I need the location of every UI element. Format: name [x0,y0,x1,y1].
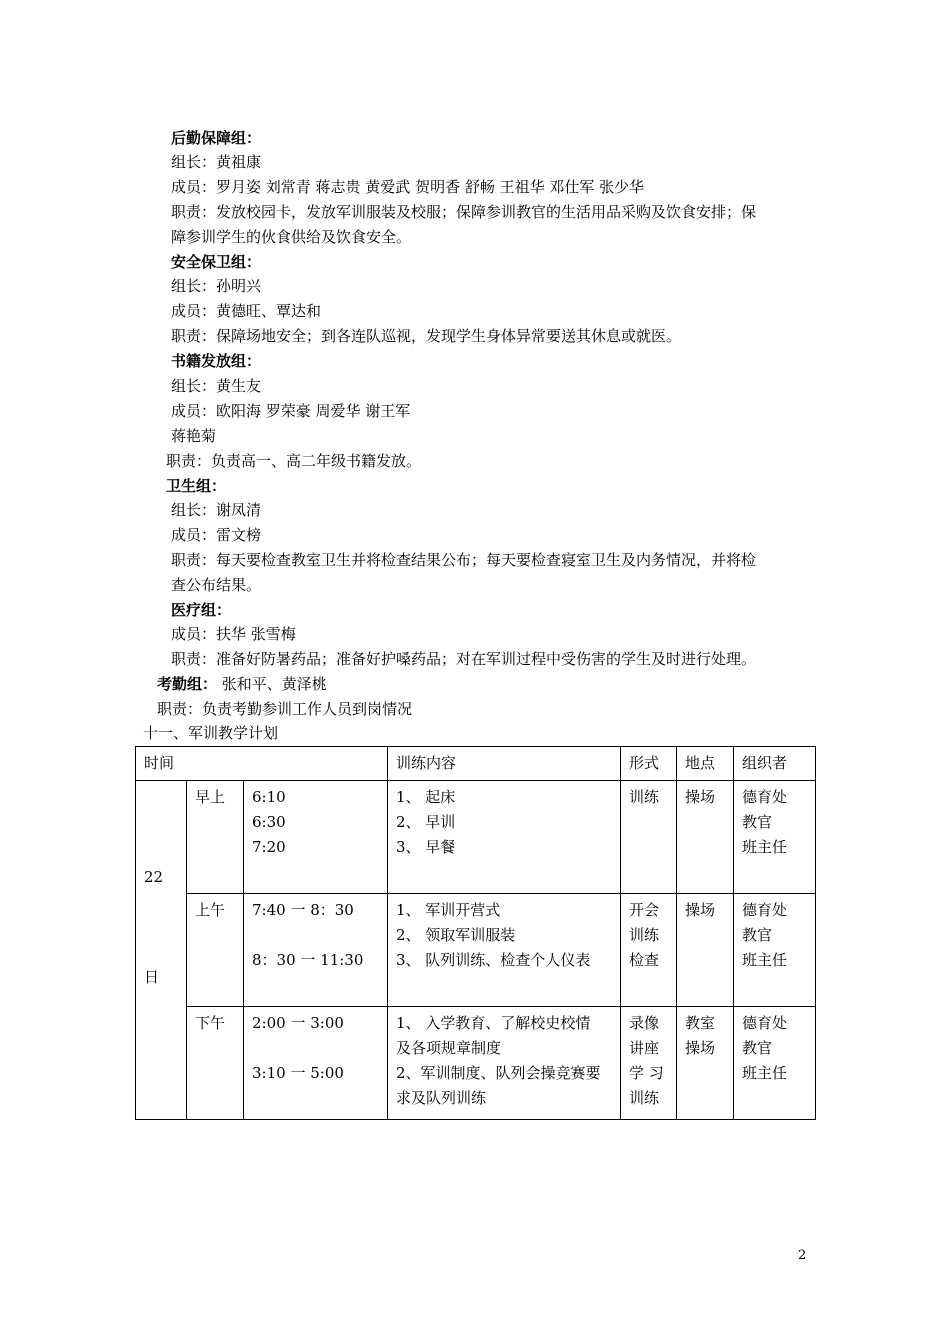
time-entry: 2:00 一 3:00 [252,1014,344,1032]
organizer-item: 班主任 [742,838,788,856]
organizer-cell [734,894,816,1007]
header-form: 形式 [621,747,677,781]
section-heading-medical: 医疗组： [171,601,232,619]
header-content: 训练内容 [388,747,621,781]
place-item: 操场 [685,901,716,919]
content-item: 2、 早训 [396,813,456,831]
place-cell [677,781,734,894]
form-cell [621,781,677,894]
books-members: 成员：欧阳海 罗荣豪 周爱华 谢王军 [171,402,411,420]
content-item: 1、 军训开营式 [396,901,501,919]
section-heading-hygiene: 卫生组： [166,477,227,495]
place-cell [677,894,734,1007]
section-heading-security: 安全保卫组： [171,253,262,271]
organizer-item: 教官 [742,1039,773,1057]
security-leader: 组长：孙明兴 [171,277,262,295]
form-item: 讲座 [629,1039,660,1057]
content-cell [388,894,621,1007]
content-cell [388,781,621,894]
books-members-cont: 蒋艳菊 [171,427,217,445]
form-item: 训练 [629,926,660,944]
books-duty: 职责：负责高一、高二年级书籍发放。 [166,452,422,470]
form-item: 训练 [629,788,660,806]
content-item: 3、 队列训练、检查个人仪表 [396,951,591,969]
plan-heading: 十一、军训教学计划 [143,724,279,742]
page-number: 2 [798,1248,807,1263]
day-unit: 日 [144,968,160,986]
form-item: 检查 [629,951,660,969]
period-cell: 上午 [187,894,244,1007]
logistics-duty-line2: 障参训学生的伙食供给及饮食安全。 [171,228,412,246]
content-item: 2、 领取军训服装 [396,926,516,944]
time-entry: 7:20 [252,838,286,856]
place-item: 操场 [685,1039,716,1057]
security-duty: 职责：保障场地安全；到各连队巡视，发现学生身体异常要送其休息或就医。 [171,327,682,345]
section-heading-logistics: 后勤保障组： [171,129,262,147]
time-entry: 6:30 [252,813,286,831]
form-item: 训练 [629,1089,660,1107]
time-entry: 8：30 一 11:30 [252,951,364,969]
header-place: 地点 [677,747,734,781]
logistics-members: 成员：罗月姿 刘常青 蒋志贵 黄爱武 贺明香 舒畅 王祖华 邓仕军 张少华 [171,178,645,196]
times-cell [244,781,388,894]
section-heading-books: 书籍发放组： [171,352,262,370]
time-entry: 7:40 一 8：30 [252,901,354,919]
day-number: 22 [144,868,164,886]
time-entry [252,923,379,948]
header-organizer: 组织者 [734,747,816,781]
logistics-leader: 组长：黄祖康 [171,153,262,171]
books-leader: 组长：黄生友 [171,377,262,395]
times-cell [244,894,388,1007]
form-cell [621,1007,677,1120]
content-item: 1、 入学教育、了解校史校情 [396,1014,591,1032]
security-members: 成员：黄德旺、覃达和 [171,302,322,320]
period-cell: 下午 [187,1007,244,1120]
content-item: 求及队列训练 [396,1089,487,1107]
content-item: 3、 早餐 [396,838,456,856]
organizer-item: 德育处 [742,788,788,806]
attendance-line [157,674,327,694]
hygiene-duty-line1: 职责：每天要检查教室卫生并将检查结果公布；每天要检查寝室卫生及内务情况，并将检 [171,551,757,569]
section-heading-attendance: 考勤组： [157,675,218,693]
attendance-members: 张和平、黄泽桃 [217,675,327,693]
organizer-cell [734,781,816,894]
medical-duty: 职责：准备好防暑药品；准备好护嗓药品；对在军训过程中受伤害的学生及时进行处理。 [171,650,757,668]
form-item: 录像 [629,1014,660,1032]
content-item: 1、 起床 [396,788,456,806]
place-item: 操场 [685,788,716,806]
table-header-row [136,747,816,781]
organizer-cell [734,1007,816,1120]
medical-members: 成员：扶华 张雪梅 [171,625,296,643]
time-entry: 6:10 [252,788,286,806]
organizer-item: 德育处 [742,901,788,919]
table-row [136,1007,816,1120]
time-entry: 3:10 一 5:00 [252,1064,344,1082]
time-entry [252,1036,379,1061]
content-item: 2、军训制度、队列会操竞赛要 [396,1064,601,1082]
header-time: 时间 [136,747,388,781]
times-cell [244,1007,388,1120]
hygiene-duty-line2: 查公布结果。 [171,576,262,594]
organizer-item: 德育处 [742,1014,788,1032]
table-row [136,781,816,894]
content-cell [388,1007,621,1120]
table-row [136,894,816,1007]
hygiene-members: 成员：雷文榜 [171,526,262,544]
organizer-item: 教官 [742,813,773,831]
organizer-item: 班主任 [742,951,788,969]
period-cell: 早上 [187,781,244,894]
content-item: 及各项规章制度 [396,1039,502,1057]
place-cell [677,1007,734,1120]
organizer-item: 教官 [742,926,773,944]
training-plan-table [135,746,816,1120]
organizer-item: 班主任 [742,1064,788,1082]
day-cell [136,781,187,1120]
form-item: 学 习 [629,1064,664,1082]
form-item: 开会 [629,901,660,919]
form-cell [621,894,677,1007]
place-item: 教室 [685,1014,716,1032]
logistics-duty-line1: 职责：发放校园卡，发放军训服装及校服；保障参训教官的生活用品采购及饮食安排；保 [171,203,757,221]
attendance-duty: 职责：负责考勤参训工作人员到岗情况 [157,700,413,718]
hygiene-leader: 组长：谢凤清 [171,501,262,519]
